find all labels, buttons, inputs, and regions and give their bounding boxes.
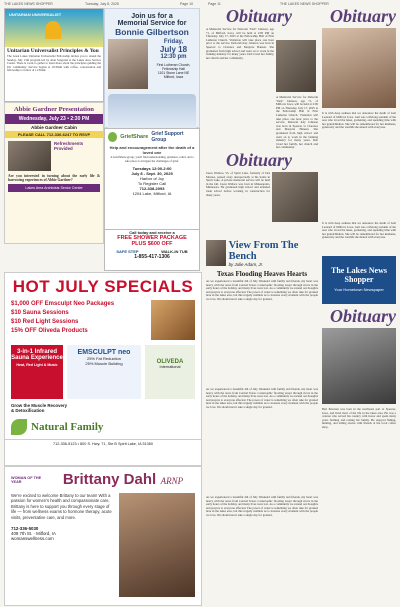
safe-step-ad (104, 229, 200, 271)
hot-title: HOT JULY SPECIALS (12, 277, 194, 296)
memorial-place4: Milford, Iowa (163, 75, 184, 79)
shower-title: Call today and receive a (129, 230, 175, 235)
obituary-wallace: Jason Wallace, 55, of Spirit Lake, formerly of Des Moines, passed away unexpectedly at his home in Spirit Lake. A private memorial service will be held in the fall. Jason Wallace was born in Minneapolis, Minnesota. He graduated high school and attended trade school before working in construction for many years. (206, 171, 270, 197)
oliveda-sub: International (159, 365, 181, 369)
wellness-logo: WOMAN OF THE YEAR (11, 476, 42, 484)
obituary-petersen: Bert Petersen was born in the northwest part of Spencer, Iowa, and lived most of his life in the lakes area. He was a veteran who served his country with honor and spent many years farming and raising his family. He enjoyed fishing, hunting, and telling stories with friends at the local coffee shop. (322, 407, 396, 429)
griefshare-logo: GriefShare (120, 134, 149, 140)
obituary-title-4: Obituary (330, 306, 397, 326)
obituary-title-3: Obituary (226, 150, 293, 170)
issue-date: Tuesday, July 8, 2025 (85, 2, 119, 6)
memorial-time: 12:30 pm (160, 54, 187, 60)
bench-body-1: As we experienced a beautiful 4th of July Weekend with family and friends, my heart was heavy with the news from Central Texas. Catastrophic flooding swept through rivers in the early hours of the holiday, and many lives were lost. As a community we extend our thoughts and prayers to everyone affected. The power of water is something we often take for granted here in the lakes area, but this tragedy reminds us to treasure every moment with the people we love. We should never take a single day for granted. (206, 279, 318, 301)
obituary-leonard: It is with deep sadness that we announce the death of Gail Leonard of Milford, Iowa. Gail was a lifelong resident of the area who loved the lakes, gardening, and spending time with her grandchildren. She will be remembered for her kindness, generosity and the warmth she shared with everyone. (322, 111, 396, 130)
lakes-news-brand: The Lakes News Shopper (330, 266, 387, 284)
leonard-photo (322, 28, 396, 108)
griefshare-ad (104, 128, 200, 230)
hot-july-specials-ad (4, 272, 202, 466)
bench-body-2: As we experienced a beautiful 4th of July Weekend with family and friends, my heart was heavy with the news from Central Texas. Catastrophic flooding swept through rivers in the early hours of the holiday, and many lives were lost. As a community we extend our thoughts and prayers to everyone affected. The power of water is something we often take for granted here in the lakes area, but this tragedy reminds us to treasure every moment with the people we love. We should never take a single day for granted. (206, 387, 318, 409)
brittany-website: womanswellness.com (11, 536, 54, 542)
bench-author-photo (206, 240, 226, 266)
abbie-refreshments: Refreshments Provided (53, 141, 84, 151)
lakes-news-ad (322, 256, 396, 304)
abbie-note: Are you interested in turning about the early life & harrowing experiences of Abbie Gardner? (8, 174, 100, 183)
special-3: $10 Red Light Sessions (11, 319, 79, 325)
memorial-place1: First Lutheran Church, (156, 63, 191, 67)
memorial-join: Join us for a (131, 13, 173, 20)
griefshare-times: Tuesdays 12:00-2:00 (132, 166, 172, 172)
abbie-org: Lakes Area Archivists Senior Center (8, 184, 100, 192)
abbie-cabin-photo (8, 141, 51, 171)
shower-offer: FREE SHOWER PACKAGE (117, 235, 187, 241)
uu-banner (5, 9, 103, 47)
emsculpt-logo: EMSCULPT neo (77, 349, 131, 356)
griefshare-address: 1204 Lake, Milford, IA (132, 191, 172, 197)
memorial-name: Bonnie Gilbertson (115, 27, 189, 37)
abbie-title: Abbie Gardner Presentation (14, 106, 94, 113)
emsculpt-muscle: 25% Muscle Building (85, 361, 123, 366)
unitarian-ad (4, 8, 104, 102)
shower-sub: WALK-IN TUB (161, 249, 188, 254)
bench-body-3: As we experienced a beautiful 4th of July Weekend with family and friends, my heart was heavy with the news from Central Texas. Catastrophic flooding swept through rivers in the early hours of the holiday, and many lives were lost. As a community we extend our thoughts and prayers to everyone affected. The power of water is something we often take for granted here in the lakes area, but this tragedy reminds us to treasure every moment with the people we love. We should never take a single day for granted. (206, 495, 318, 517)
hot-grow: Grow the Muscle Recovery & Detoxification (11, 403, 68, 413)
lakes-news-sub: Your Hometown Newspaper (334, 287, 384, 292)
memorial-place3: 1101 Stone Lane NE (157, 71, 190, 75)
brittany-body: We're excited to welcome Brittany to our team! With a passion for women's health and compassionate care, Brittany is here to support you through every stage of life — from wellness exams to hormone therapy, acute visits, preventative care, and more. (11, 493, 112, 520)
griefshare-logo-icon (108, 132, 117, 142)
abbie-rsvp: PLEASE CALL 712-336-6247 TO RSVP (5, 131, 103, 138)
griefshare-headline: Grief Support Group (151, 131, 184, 143)
paper-name-right: THE LAKES NEWS SHOPPER (280, 2, 329, 6)
petersen-photo (322, 328, 396, 404)
abbie-place: Abbie Gardner Cabin (31, 125, 77, 130)
griefshare-tagline: Help and encouragement after the death of a loved one (109, 145, 195, 155)
memorial-ad (104, 8, 200, 128)
bench-headline: Texas Flooding Heaves Hearts (216, 270, 308, 278)
emsculpt-fat: 25% Fat Reduction (86, 356, 122, 361)
uu-banner-text: UNITARIAN UNIVERSALIST (9, 12, 62, 17)
paper-name: THE LAKES NEWS SHOPPER (4, 2, 53, 6)
griefshare-register: To Register Call (137, 181, 167, 187)
brittany-dahl-ad (4, 466, 202, 606)
view-from-bench (206, 240, 318, 604)
griefshare-body: A GriefShare group, you'll find understanding, guidance, relief, and a safe place to navigate the challenges of grief. (110, 155, 194, 163)
obituary-leonard-cont: It is with deep sadness that we announce the death of Gail Leonard of Milford, Iowa. Gail was a lifelong resident of the area who loved the lakes, gardening, and spending time with her grandchildren. She will be remembered for her kindness, generosity and the warmth she shared with everyone. (322, 221, 396, 240)
abbie-gardner-ad (4, 102, 104, 244)
griefshare-church: Harbor of Joy (139, 176, 164, 182)
sauna-box-title: 3-in-1 Infrared Sauna Experience (11, 349, 63, 361)
uu-title: Unitarian Universalist Principles & You (7, 48, 99, 54)
special-4: 15% OFF Oliveda Products (11, 328, 88, 334)
johnson-photo (276, 40, 316, 92)
shower-phone: 1-855-417-1306 (134, 254, 170, 260)
sauna-box-sub: Heat, Red Light & Music (16, 363, 58, 367)
special-1: $1,000 OFF Emsculpt Neo Packages (11, 301, 115, 307)
bench-byline: by Julie Adam, Jr. (228, 262, 264, 267)
leaf-icon (11, 419, 27, 435)
memorial-date: July 18 (159, 45, 188, 54)
abbie-date: Wednesday, July 23 • 2:30 PM (5, 114, 103, 124)
memorial-place2: Fellowship Hall (162, 67, 185, 71)
chalice-icon (45, 21, 61, 39)
shower-plus: PLUS $600 OFF (131, 241, 173, 247)
natural-family-logo: Natural Family (31, 421, 104, 433)
special-2: $10 Sauna Sessions (11, 310, 69, 316)
brittany-phone: 712-336-5030 (11, 526, 39, 532)
memorial-photo (108, 39, 148, 89)
obituary-johnson: A Memorial Service for Deborah "Deb" Johnson, age 71, of Milford, Iowa, will be held at 2:00 PM on Thursday, July 17, 2025 at the Fellowship Hall of First Lutheran Church. Visitation will take place one hour prior to the service. Deborah Kay Johnson was born in Spencer to Clarence and Marjorie Hansen. She graduated from high school and went on to work in the banking industry for many years. Deb loved her family, her church and her community. (206, 27, 274, 60)
bench-title: View From The Bench (228, 240, 299, 262)
oliveda-logo: OLIVEDA (156, 359, 184, 365)
brittany-name: Brittany Dahl (62, 471, 157, 488)
griefshare-dates: July 8 - Sept. 30, 2025 (131, 171, 173, 177)
griefshare-phone: 712-338-2093 (139, 186, 165, 192)
obituary-johnson-cont: A Memorial Service for Deborah "Deb" Johnson, age 71, of Milford, Iowa, will be held at 2:00 PM on Thursday, July 17, 2025 at the Fellowship Hall of First Lutheran Church. Visitation will take place one hour prior to the service. Deborah Kay Johnson was born in Spencer to Clarence and Marjorie Hansen. She graduated from high school and went on to work in the banking industry for many years. Deb loved her family, her church and her community. (276, 95, 318, 150)
brittany-photo (119, 493, 195, 597)
obituary-title-1: Obituary (226, 6, 293, 26)
obituary-title-2: Obituary (330, 6, 397, 26)
sauna-photo (151, 300, 195, 340)
natural-family-contact: 712-336-5123 • 800 S. Hwy. 71, Ste B Spirit Lake, IA 51360 (5, 439, 201, 448)
memorial-service: Memorial Service for (117, 20, 187, 27)
brittany-cred: ARNP (160, 476, 184, 486)
wallace-photo (272, 172, 318, 222)
page-number-left: Page 10 (180, 2, 194, 6)
page-number-right: Page 11 (208, 2, 221, 6)
memorial-day: Friday, (163, 39, 184, 45)
brittany-address: 409 7th St. · Milford, IA (11, 531, 56, 537)
uu-body: The Great Lakes Unitarian Universalist Fellowship invites you to attend the Sunday, July 13th program led by Alan Soigerud at the Lakes Area Service Center. There is room to gather to learn more about the principles guiding the UU community. Service begins at 10:30am with coffee, conversation and fellowship to follow at 11:30am. (7, 54, 101, 73)
shower-brand: SAFE STEP (116, 249, 139, 254)
